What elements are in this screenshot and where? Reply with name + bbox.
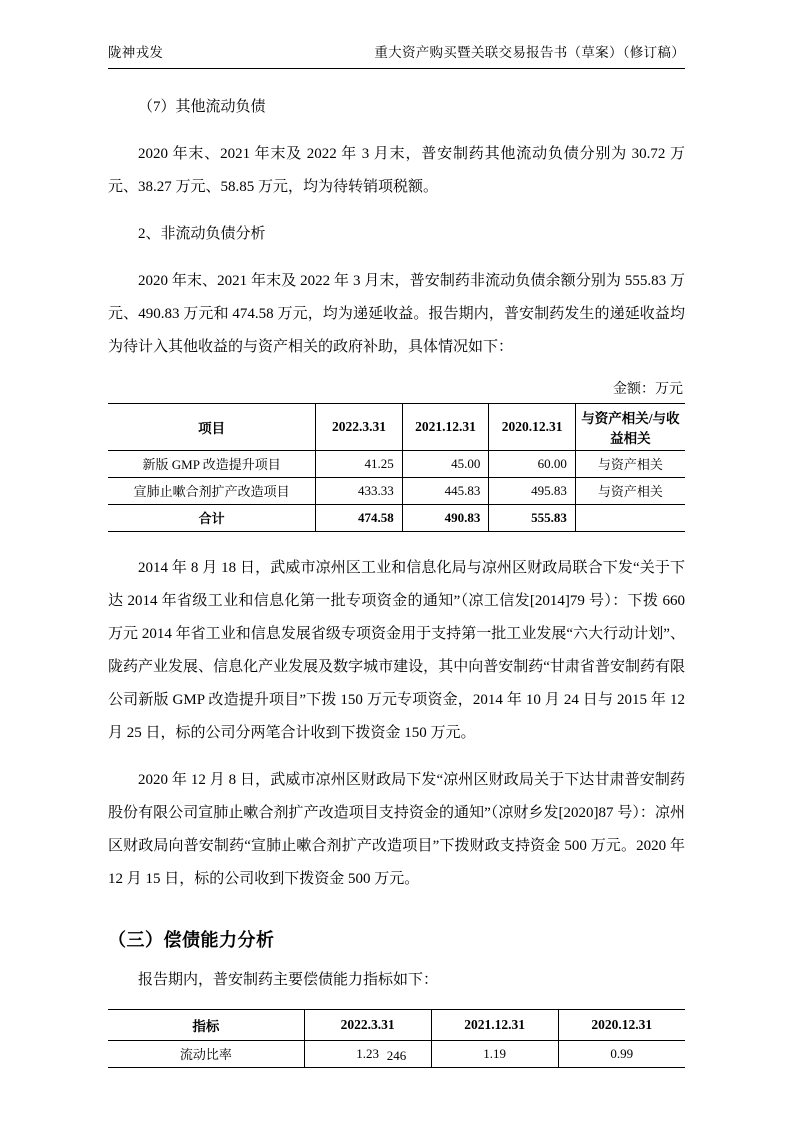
- header-document-title: 重大资产购买暨关联交易报告书（草案）（修订稿）: [374, 45, 685, 60]
- section-heading-solvency: （三）偿债能力分析: [108, 929, 275, 950]
- cell-value-2020: 555.83: [489, 504, 576, 531]
- column-header-2020: 2020.12.31: [489, 403, 576, 450]
- cell-value-2020: 0.99: [558, 1040, 685, 1067]
- paragraph-other-current-liabilities: 2020 年末、2021 年末及 2022 年 3 月末，普安制药其他流动负债分别为 30.72 万元、38.27 万元、58.85 万元，均为待转销项税额。: [108, 145, 685, 195]
- subheading-noncurrent-liabilities: 2、非流动负债分析: [138, 225, 266, 242]
- cell-relation: [575, 504, 685, 531]
- page-footer: [0, 1048, 793, 1064]
- cell-item: 合计: [108, 504, 316, 531]
- paragraph-noncurrent-liabilities: 2020 年末、2021 年末及 2022 年 3 月末，普安制药非流动负债余额分别为 555.83 万元、490.83 万元和 474.58 万元，均为递延收益。报告期内，普安制药发生的递延收益均为待计入其他收益的与资产相关的政府补助，具体情况如下：: [108, 272, 685, 355]
- header-company-name: 陇神戎发: [108, 45, 164, 60]
- cell-item: 宣肺止嗽合剂扩产改造项目: [108, 477, 316, 504]
- paragraph-subsidy-2020: 2020 年 12 月 8 日，武威市凉州区财政局下发“凉州区财政局关于下达甘肃普安制药股份有限公司宣肺止嗽合剂扩产改造项目支持资金的通知”（凉财乡发[2020]87 号）：凉州区财政局向普安制药“宣肺止嗽合剂扩产改造项目”下拨财政支持资金 500 万元。2020 年 12 月 15 日，标的公司收到下拨资金 500 万元。: [108, 771, 685, 887]
- table-row-total: [108, 504, 685, 531]
- table-row: [108, 450, 685, 477]
- cell-item: 新版 GMP 改造提升项目: [108, 450, 316, 477]
- cell-value-2020: 495.83: [489, 477, 576, 504]
- cell-value-2021: 45.00: [402, 450, 489, 477]
- column-header-2021: 2021.12.31: [431, 1009, 558, 1040]
- paragraph-subsidy-2014: 2014 年 8 月 18 日，武威市凉州区工业和信息化局与凉州区财政局联合下发“关于下达 2014 年省级工业和信息化第一批专项资金的通知”（凉工信发[2014]79 号）：下拨 660 万元 2014 年省工业和信息发展省级专项资金用于支持第一批工业发展“六大行动计划”、陇药产业发展、信息化产业发展及数字城市建设，其中向普安制药“甘肃省普安制药有限公司新版 GMP 改造提升项目”下拨 150 万元专项资金，2014 年 10 月 24 日与 2015 年 12 月 25 日，标的公司分两笔合计收到下拨资金 150 万元。: [108, 559, 685, 741]
- cell-relation: 与资产相关: [575, 450, 685, 477]
- cell-indicator: 流动比率: [108, 1040, 304, 1067]
- column-header-2020: 2020.12.31: [558, 1009, 685, 1040]
- cell-value-2022: 1.23: [304, 1040, 431, 1067]
- cell-value-2022: 433.33: [316, 477, 403, 504]
- page-number: 246: [386, 1048, 407, 1063]
- paragraph-solvency-intro: 报告期内，普安制药主要偿债能力指标如下：: [138, 971, 439, 988]
- cell-value-2021: 1.19: [431, 1040, 558, 1067]
- column-header-indicator: 指标: [108, 1009, 304, 1040]
- column-header-2022: 2022.3.31: [316, 403, 403, 450]
- cell-value-2020: 60.00: [489, 450, 576, 477]
- table-unit-label: 金额：万元: [613, 381, 683, 397]
- table-header-row: [108, 1009, 685, 1040]
- cell-value-2022: 41.25: [316, 450, 403, 477]
- cell-value-2022: 474.58: [316, 504, 403, 531]
- column-header-relation: 与资产相关/与收益相关: [575, 403, 685, 450]
- table-deferred-income: [108, 403, 685, 532]
- subheading-other-current-liabilities: （7）其他流动负债: [138, 98, 266, 115]
- column-header-2022: 2022.3.31: [304, 1009, 431, 1040]
- table-row: [108, 477, 685, 504]
- column-header-2021: 2021.12.31: [402, 403, 489, 450]
- column-header-item: 项目: [108, 403, 316, 450]
- page-content: [108, 44, 685, 1068]
- page-header: [108, 44, 685, 69]
- cell-relation: 与资产相关: [575, 477, 685, 504]
- cell-value-2021: 490.83: [402, 504, 489, 531]
- table-header-row: [108, 403, 685, 450]
- cell-value-2021: 445.83: [402, 477, 489, 504]
